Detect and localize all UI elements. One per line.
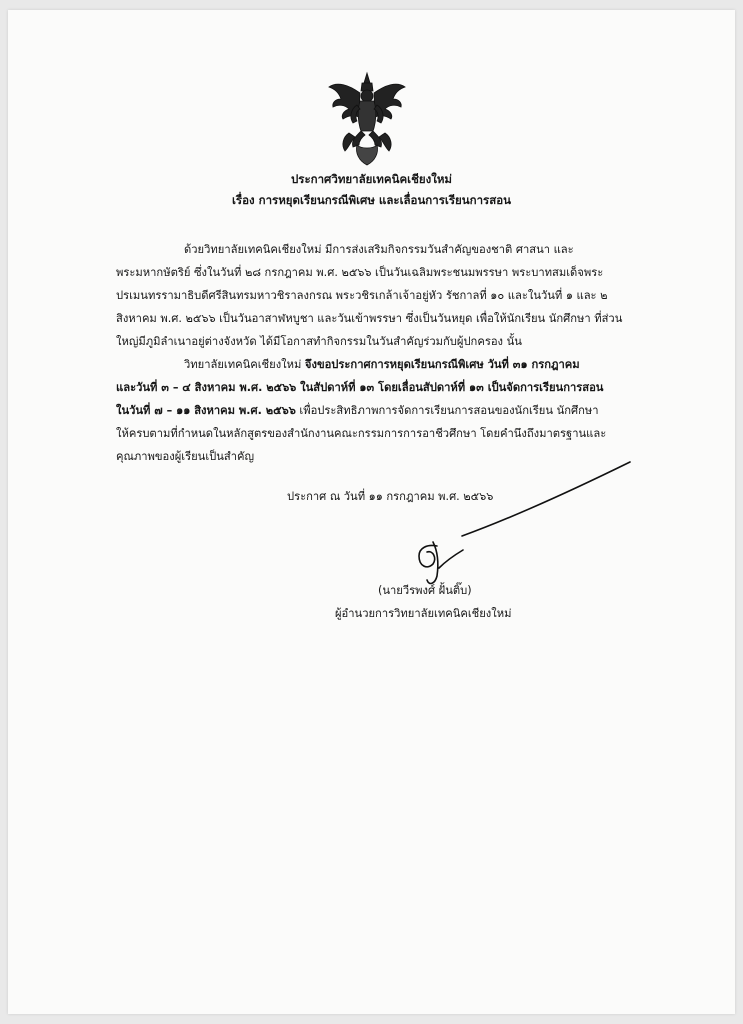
paragraph-line: ให้ครบตามที่กำหนดในหลักสูตรของสำนักงานคณะกรรมการการอาชีวศึกษา โดยคำนึงถึงมาตรฐานและ	[116, 427, 607, 440]
document-subject: เรื่อง การหยุดเรียนกรณีพิเศษ และเลื่อนการเรียนการสอน	[232, 193, 511, 207]
document-title: ประกาศวิทยาลัยเทคนิคเชียงใหม่	[290, 172, 453, 186]
paragraph-line: ใหญ่มีภูมิลำเนาอยู่ต่างจังหวัด ได้มีโอกาสทำกิจกรรมในวันสำคัญร่วมกับผู้ปกครอง นั้น	[116, 335, 522, 348]
paragraph-line: ปรเมนทรรามาธิบดีศรีสินทรมหาวชิราลงกรณ พระวชิรเกล้าเจ้าอยู่หัว รัชกาลที่ ๑๐ และในวันที่ ๑ และ ๒	[116, 289, 608, 302]
announcement-date: ประกาศ ณ วันที่ ๑๑ กรกฎาคม พ.ศ. ๒๕๖๖	[287, 490, 494, 503]
handwritten-signature	[367, 458, 637, 593]
signer-name: (นายวีรพงศ์ ฝั้นติ๊บ)	[378, 584, 472, 597]
garuda-emblem-icon	[327, 71, 407, 167]
paragraph-line: สิงหาคม พ.ศ. ๒๕๖๖ เป็นวันอาสาฬหบูชา และวันเข้าพรรษา ซึ่งเป็นวันหยุด เพื่อให้นักเรียน นักศึกษา ที่ส่วน	[116, 312, 623, 325]
paragraph-line: พระมหากษัตริย์ ซึ่งในวันที่ ๒๘ กรกฎาคม พ.ศ. ๒๕๖๖ เป็นวันเฉลิมพระชนมพรรษา พระบาทสมเด็จพระ	[116, 266, 604, 279]
paragraph-line	[184, 355, 656, 373]
paragraph-bold-text: จึงขอประกาศการหยุดเรียนกรณีพิเศษ วันที่ ๓๑ กรกฎาคม	[304, 358, 580, 371]
paragraph-text: วิทยาลัยเทคนิคเชียงใหม่	[184, 358, 305, 371]
signer-position: ผู้อำนวยการวิทยาลัยเทคนิคเชียงใหม่	[335, 607, 512, 620]
paragraph-line: และวันที่ ๓ – ๔ สิงหาคม พ.ศ. ๒๕๖๖ ในสัปดาห์ที่ ๑๓ โดยเลื่อนสัปดาห์ที่ ๑๓ เป็นจัดการเรียนการสอน	[116, 381, 604, 394]
paragraph-line	[116, 401, 656, 419]
paragraph-line: ด้วยวิทยาลัยเทคนิคเชียงใหม่ มีการส่งเสริมกิจกรรมวันสำคัญของชาติ ศาสนา และ	[184, 243, 574, 256]
paragraph-text: เพื่อประสิทธิภาพการจัดการเรียนการสอนของนักเรียน นักศึกษา	[295, 404, 599, 417]
paragraph-bold-text: ในวันที่ ๗ – ๑๑ สิงหาคม พ.ศ. ๒๕๖๖	[116, 404, 296, 417]
paragraph-line: คุณภาพของผู้เรียนเป็นสำคัญ	[116, 450, 255, 463]
